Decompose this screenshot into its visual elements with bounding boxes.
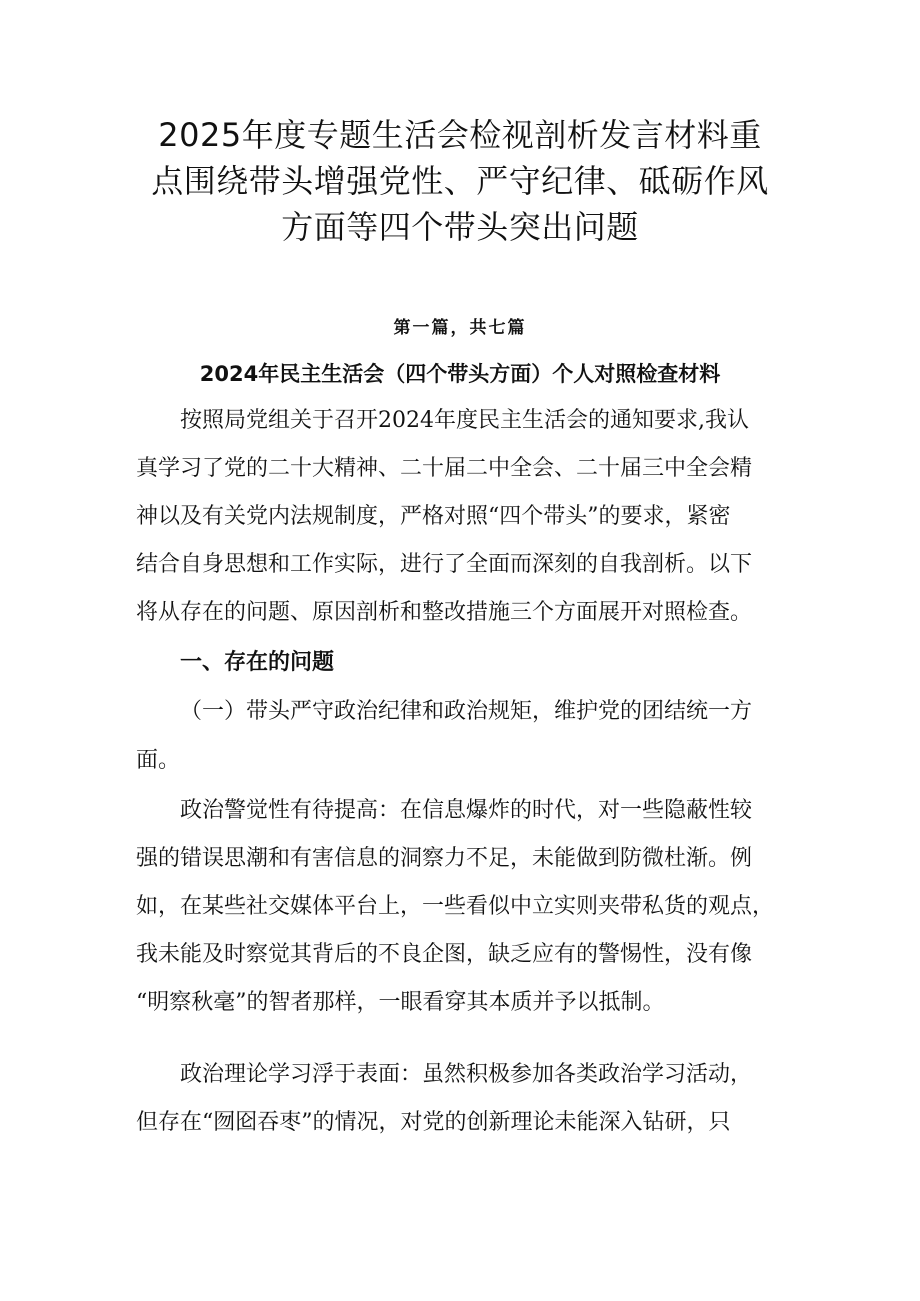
title-line: 2025年度专题生活会检视剖析发言材料重 [158, 116, 762, 154]
intro-line: 神以及有关党内法规制度，严格对照“四个带头”的要求，紧密 [136, 504, 731, 529]
intro-line: 按照局党组关于召开2024年度民主生活会的通知要求,我认 [180, 408, 749, 433]
paragraph-line: 但存在“囫囵吞枣”的情况，对党的创新理论未能深入钻研，只 [136, 1110, 731, 1135]
title-line: 点围绕带头增强党性、严守纪律、砥砺作风 [151, 162, 769, 200]
paragraph-line: 政治警觉性有待提高：在信息爆炸的时代，对一些隐蔽性较 [180, 798, 753, 823]
paragraph-line: 强的错误思潮和有害信息的洞察力不足，未能做到防微杜渐。例 [136, 846, 753, 871]
intro-line: 将从存在的问题、原因剖析和整改措施三个方面展开对照检查。 [136, 600, 753, 625]
document-title [140, 112, 780, 250]
subsection-line: （一）带头严守政治纪律和政治规矩，维护党的团结统一方 [180, 699, 753, 724]
document-subtitle: 2024年民主生活会（四个带头方面）个人对照检查材料 [199, 362, 721, 386]
title-line: 方面等四个带头突出问题 [281, 208, 639, 246]
paragraph-line: 如，在某些社交媒体平台上，一些看似中立实则夹带私货的观点， [136, 894, 775, 919]
intro-line: 真学习了党的二十大精神、二十届二中全会、二十届三中全会精 [136, 456, 753, 481]
intro-line: 结合自身思想和工作实际，进行了全面而深刻的自我剖析。以下 [136, 552, 753, 577]
paragraph-line: “明察秋毫”的智者那样，一眼看穿其本质并予以抵制。 [136, 990, 665, 1015]
paragraph-line: 我未能及时察觉其背后的不良企图，缺乏应有的警惕性，没有像 [136, 942, 753, 967]
part-label: 第一篇，共七篇 [393, 318, 527, 338]
section-heading: 一、存在的问题 [180, 650, 335, 675]
paragraph-line: 政治理论学习浮于表面：虽然积极参加各类政治学习活动， [180, 1062, 753, 1087]
subsection-line: 面。 [136, 748, 181, 773]
